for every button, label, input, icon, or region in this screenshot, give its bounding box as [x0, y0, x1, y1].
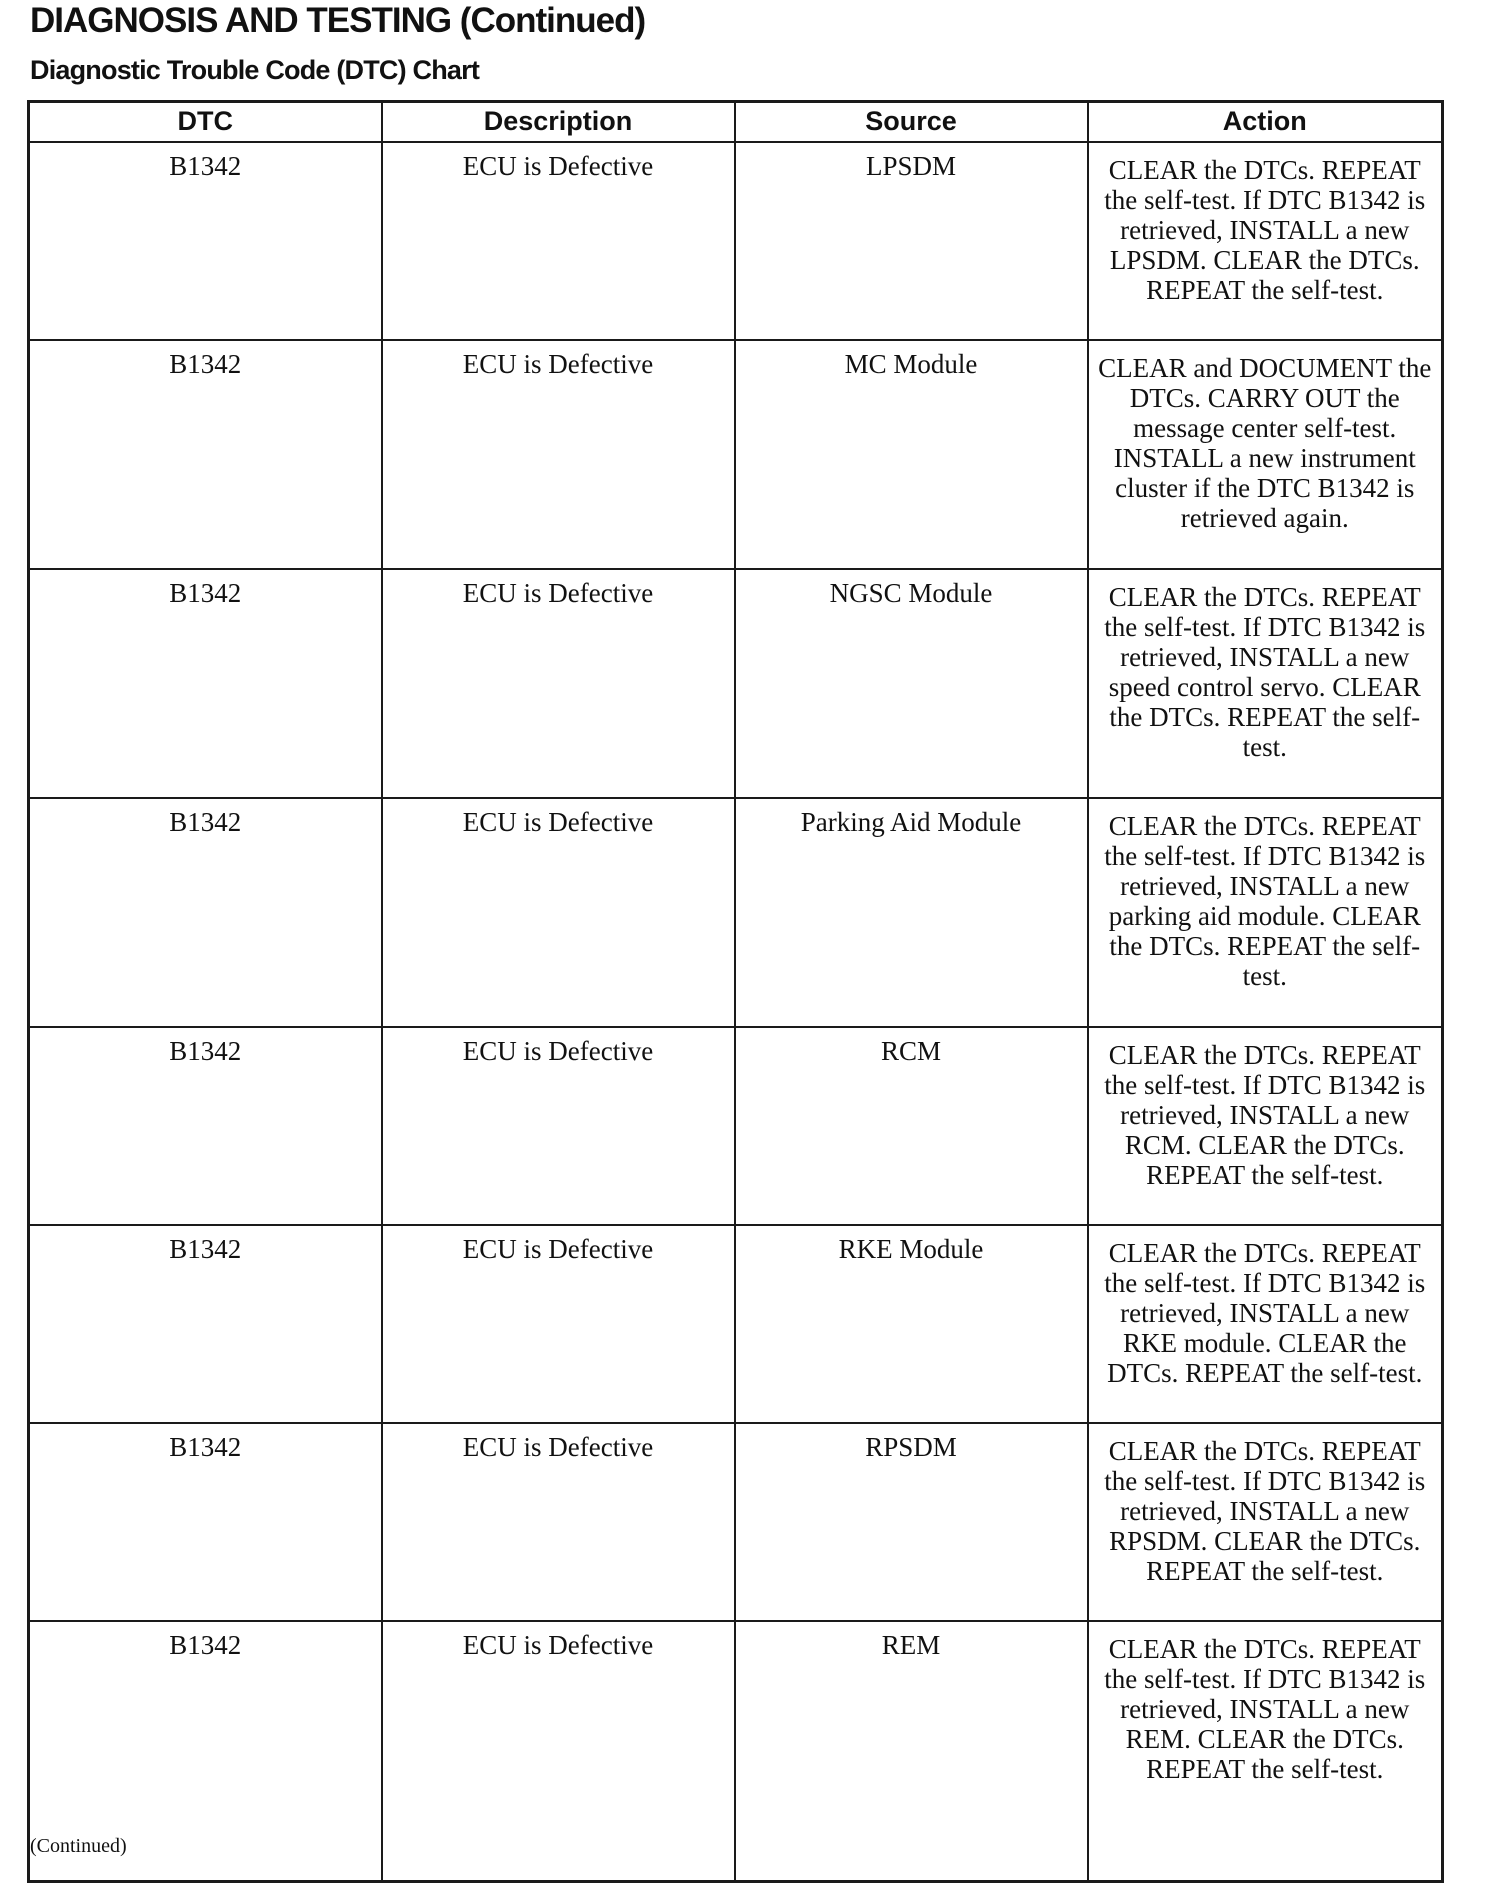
table-row	[29, 1423, 1443, 1621]
cell-action: CLEAR the DTCs. REPEAT the self-test. If DTC B1342 is retrieved, INSTALL a new LPSDM. CLEAR the DTCs. REPEAT the self-test.	[1088, 142, 1443, 340]
cell-description: ECU is Defective	[382, 1225, 735, 1423]
table-row	[29, 142, 1443, 340]
cell-description: ECU is Defective	[382, 340, 735, 569]
cell-source: REM	[735, 1621, 1088, 1882]
cell-source: MC Module	[735, 340, 1088, 569]
cell-dtc: B1342	[29, 1225, 382, 1423]
cell-source: RCM	[735, 1027, 1088, 1225]
cell-dtc: B1342	[29, 1621, 382, 1882]
cell-action: CLEAR the DTCs. REPEAT the self-test. If DTC B1342 is retrieved, INSTALL a new RKE module. CLEAR the DTCs. REPEAT the self-test.	[1088, 1225, 1443, 1423]
table-row	[29, 340, 1443, 569]
cell-dtc: B1342	[29, 1423, 382, 1621]
cell-source: LPSDM	[735, 142, 1088, 340]
dtc-table	[27, 100, 1444, 1883]
cell-action: CLEAR the DTCs. REPEAT the self-test. If DTC B1342 is retrieved, INSTALL a new REM. CLEAR the DTCs. REPEAT the self-test.	[1088, 1621, 1443, 1882]
cell-source: NGSC Module	[735, 569, 1088, 798]
cell-dtc: B1342	[29, 1027, 382, 1225]
cell-source: RKE Module	[735, 1225, 1088, 1423]
cell-dtc: B1342	[29, 569, 382, 798]
table-row	[29, 569, 1443, 798]
cell-dtc: B1342	[29, 142, 382, 340]
cell-description: ECU is Defective	[382, 1621, 735, 1882]
cell-action: CLEAR the DTCs. REPEAT the self-test. If DTC B1342 is retrieved, INSTALL a new parking aid module. CLEAR the DTCs. REPEAT the self-test.	[1088, 798, 1443, 1027]
cell-dtc: B1342	[29, 798, 382, 1027]
header-source: Source	[735, 102, 1088, 143]
continued-note: (Continued)	[30, 1835, 127, 1857]
table-row	[29, 1225, 1443, 1423]
cell-action: CLEAR the DTCs. REPEAT the self-test. If DTC B1342 is retrieved, INSTALL a new RPSDM. CLEAR the DTCs. REPEAT the self-test.	[1088, 1423, 1443, 1621]
cell-dtc: B1342	[29, 340, 382, 569]
table-header-row	[29, 102, 1443, 143]
cell-action: CLEAR the DTCs. REPEAT the self-test. If DTC B1342 is retrieved, INSTALL a new RCM. CLEAR the DTCs. REPEAT the self-test.	[1088, 1027, 1443, 1225]
cell-source: Parking Aid Module	[735, 798, 1088, 1027]
header-action: Action	[1088, 102, 1443, 143]
cell-description: ECU is Defective	[382, 1423, 735, 1621]
table-row	[29, 798, 1443, 1027]
chart-subtitle: Diagnostic Trouble Code (DTC) Chart	[30, 55, 480, 85]
cell-description: ECU is Defective	[382, 1027, 735, 1225]
cell-description: ECU is Defective	[382, 798, 735, 1027]
cell-description: ECU is Defective	[382, 569, 735, 798]
cell-action: CLEAR and DOCUMENT the DTCs. CARRY OUT the message center self-test. INSTALL a new instrument cluster if the DTC B1342 is retrieved again.	[1088, 340, 1443, 569]
header-dtc: DTC	[29, 102, 382, 143]
table-row	[29, 1027, 1443, 1225]
page-title: DIAGNOSIS AND TESTING (Continued)	[30, 1, 646, 40]
cell-action: CLEAR the DTCs. REPEAT the self-test. If DTC B1342 is retrieved, INSTALL a new speed control servo. CLEAR the DTCs. REPEAT the self-test.	[1088, 569, 1443, 798]
table-row	[29, 1621, 1443, 1882]
cell-source: RPSDM	[735, 1423, 1088, 1621]
cell-description: ECU is Defective	[382, 142, 735, 340]
header-description: Description	[382, 102, 735, 143]
